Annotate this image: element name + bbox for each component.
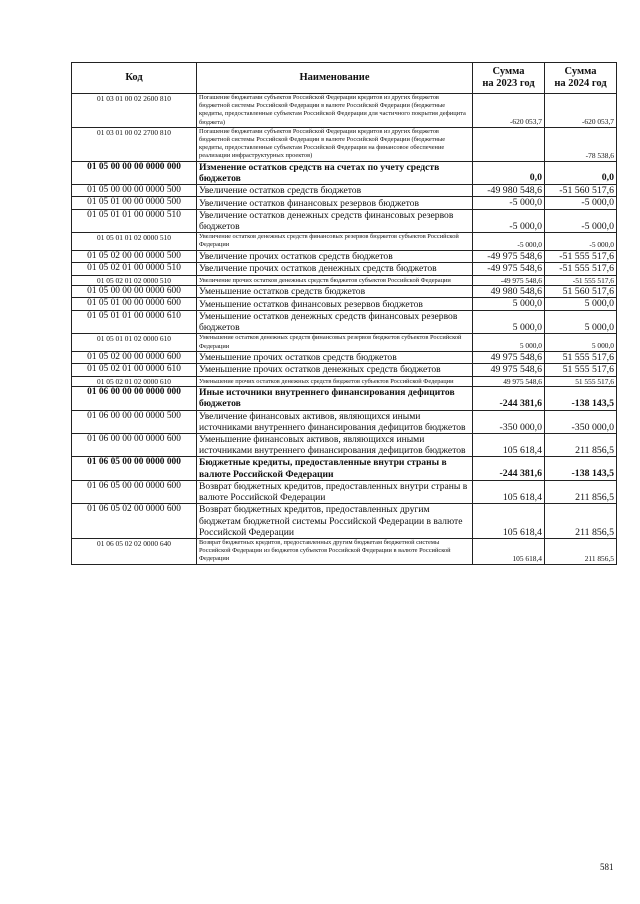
row-sum-2024: -78 538,6 — [545, 127, 617, 161]
row-name: Увеличение прочих остатков средств бюджетов — [197, 250, 473, 262]
row-sum-2023: 49 975 548,6 — [473, 376, 545, 386]
row-sum-2024: -51 555 517,6 — [545, 250, 617, 262]
header-sum-2024-line1: Сумма — [564, 65, 597, 77]
row-code: 01 06 00 00 00 0000 500 — [72, 410, 197, 433]
table-row — [72, 275, 617, 285]
row-name: Увеличение остатков денежных средств финансовых резервов бюджетов — [197, 209, 473, 232]
row-sum-2024: -51 555 517,6 — [545, 275, 617, 285]
row-sum-2024: 51 555 517,6 — [545, 364, 617, 376]
header-name: Наименование — [197, 63, 473, 94]
row-name: Бюджетные кредиты, предоставленные внутри страны в валюте Российской Федерации — [197, 457, 473, 480]
row-code: 01 05 02 01 00 0000 610 — [72, 364, 197, 376]
header-sum-2024 — [545, 63, 617, 94]
row-sum-2024: 211 856,5 — [545, 538, 617, 564]
row-code: 01 05 01 01 00 0000 610 — [72, 310, 197, 333]
row-code: 01 05 02 01 02 0000 510 — [72, 275, 197, 285]
table-row — [72, 538, 617, 564]
row-name: Погашение бюджетами субъектов Российской Федерации кредитов из других бюджетов бюджетной системы Российской Федерации в валюте Российской Федерации (бюджетные кредиты, предоставленные субъектам Российской Федерации для частичного покрытия дефицита бюджета) — [197, 94, 473, 128]
row-sum-2024: -138 143,5 — [545, 457, 617, 480]
row-sum-2023: 49 975 548,6 — [473, 364, 545, 376]
table-row — [72, 263, 617, 275]
row-name: Увеличение прочих остатков денежных средств бюджетов — [197, 263, 473, 275]
row-name: Уменьшение остатков средств бюджетов — [197, 286, 473, 298]
row-name: Уменьшение остатков финансовых резервов бюджетов — [197, 298, 473, 310]
table-row — [72, 286, 617, 298]
row-sum-2023: 5 000,0 — [473, 310, 545, 333]
row-code: 01 05 00 00 00 0000 600 — [72, 286, 197, 298]
header-sum-2023 — [473, 63, 545, 94]
row-sum-2023: 5 000,0 — [473, 334, 545, 351]
header-sum-2023-line1: Сумма — [492, 65, 525, 77]
table-row — [72, 298, 617, 310]
row-sum-2023: -350 000,0 — [473, 410, 545, 433]
table-header-row — [72, 63, 617, 94]
row-sum-2023: 105 618,4 — [473, 480, 545, 503]
row-sum-2024: 211 856,5 — [545, 434, 617, 457]
page-number: 581 — [600, 862, 614, 872]
row-name: Увеличение финансовых активов, являющихся иными источниками внутреннего финансирования дефицитов бюджетов — [197, 410, 473, 433]
table-body — [72, 94, 617, 565]
row-sum-2024: 211 856,5 — [545, 480, 617, 503]
row-sum-2023: -49 975 548,6 — [473, 275, 545, 285]
table-row — [72, 310, 617, 333]
row-sum-2024: 5 000,0 — [545, 310, 617, 333]
row-sum-2023: -244 381,6 — [473, 457, 545, 480]
row-name: Возврат бюджетных кредитов, предоставленных внутри страны в валюте Российской Федерации — [197, 480, 473, 503]
row-code: 01 03 01 00 02 2600 810 — [72, 94, 197, 128]
row-sum-2023: 105 618,4 — [473, 434, 545, 457]
row-code: 01 06 05 00 00 0000 600 — [72, 480, 197, 503]
table-row — [72, 184, 617, 196]
row-code: 01 05 00 00 00 0000 500 — [72, 184, 197, 196]
table-row — [72, 334, 617, 351]
header-sum-2024-line2: на 2024 год — [554, 78, 607, 89]
header-sum-2023-line2: на 2023 год — [482, 78, 535, 89]
row-sum-2023: 5 000,0 — [473, 298, 545, 310]
row-code: 01 03 01 00 02 2700 810 — [72, 127, 197, 161]
row-code: 01 06 05 02 00 0000 600 — [72, 504, 197, 539]
row-sum-2024: 0,0 — [545, 161, 617, 184]
row-code: 01 05 02 01 00 0000 510 — [72, 263, 197, 275]
table-row — [72, 387, 617, 410]
row-code: 01 05 01 00 00 0000 500 — [72, 197, 197, 209]
row-code: 01 05 02 00 00 0000 500 — [72, 250, 197, 262]
row-sum-2023: -49 975 548,6 — [473, 263, 545, 275]
table-row — [72, 250, 617, 262]
row-name: Увеличение остатков денежных средств финансовых резервов бюджетов субъектов Российской Федерации — [197, 233, 473, 250]
table-row — [72, 233, 617, 250]
row-sum-2024: -5 000,0 — [545, 197, 617, 209]
row-name: Увеличение прочих остатков денежных средств бюджетов субъектов Российской Федерации — [197, 275, 473, 285]
row-code: 01 06 05 00 00 0000 000 — [72, 457, 197, 480]
row-sum-2023: -5 000,0 — [473, 209, 545, 232]
row-sum-2023: -5 000,0 — [473, 233, 545, 250]
row-sum-2024: 5 000,0 — [545, 298, 617, 310]
row-code: 01 05 01 00 00 0000 600 — [72, 298, 197, 310]
table-row — [72, 364, 617, 376]
row-sum-2024: 5 000,0 — [545, 334, 617, 351]
row-code: 01 05 02 00 00 0000 600 — [72, 351, 197, 363]
row-name: Погашение бюджетами субъектов Российской Федерации кредитов из других бюджетов бюджетной системы Российской Федерации в валюте Российской Федерации (бюджетные кредиты, предоставленные субъектам Российской Федерации на финансовое обеспечение реализации инфраструктурных проектов) — [197, 127, 473, 161]
row-sum-2023: -49 975 548,6 — [473, 250, 545, 262]
table-row — [72, 197, 617, 209]
table-row — [72, 127, 617, 161]
row-sum-2023 — [473, 127, 545, 161]
row-name: Возврат бюджетных кредитов, предоставленных другим бюджетам бюджетной системы Российской Федерации в валюте Российской Федерации — [197, 504, 473, 539]
row-sum-2024: 211 856,5 — [545, 504, 617, 539]
row-code: 01 05 00 00 00 0000 000 — [72, 161, 197, 184]
table-row — [72, 480, 617, 503]
row-sum-2023: 49 980 548,6 — [473, 286, 545, 298]
row-code: 01 05 01 01 02 0000 610 — [72, 334, 197, 351]
row-code: 01 06 00 00 00 0000 600 — [72, 434, 197, 457]
row-sum-2024: -5 000,0 — [545, 233, 617, 250]
row-sum-2024: -138 143,5 — [545, 387, 617, 410]
row-sum-2024: -5 000,0 — [545, 209, 617, 232]
row-name: Уменьшение остатков денежных средств финансовых резервов бюджетов — [197, 310, 473, 333]
row-sum-2024: -51 560 517,6 — [545, 184, 617, 196]
row-sum-2024: 51 555 517,6 — [545, 351, 617, 363]
row-sum-2023: -49 980 548,6 — [473, 184, 545, 196]
row-sum-2023: 105 618,4 — [473, 504, 545, 539]
row-code: 01 06 00 00 00 0000 000 — [72, 387, 197, 410]
table-row — [72, 94, 617, 128]
row-name: Уменьшение остатков денежных средств финансовых резервов бюджетов субъектов Российской Федерации — [197, 334, 473, 351]
table-row — [72, 209, 617, 232]
row-sum-2024: -350 000,0 — [545, 410, 617, 433]
row-code: 01 06 05 02 02 0000 640 — [72, 538, 197, 564]
table-row — [72, 410, 617, 433]
row-code: 01 05 01 01 02 0000 510 — [72, 233, 197, 250]
row-name: Уменьшение прочих остатков денежных средств бюджетов субъектов Российской Федерации — [197, 376, 473, 386]
row-sum-2024: 51 560 517,6 — [545, 286, 617, 298]
row-sum-2024: 51 555 517,6 — [545, 376, 617, 386]
row-name: Возврат бюджетных кредитов, предоставленных другим бюджетам бюджетной системы Российской Федерации из бюджетов субъектов Российской Федерации в валюте Российской Федерации — [197, 538, 473, 564]
header-code: Код — [72, 63, 197, 94]
row-code: 01 05 01 01 00 0000 510 — [72, 209, 197, 232]
row-sum-2024: -51 555 517,6 — [545, 263, 617, 275]
row-sum-2023: 0,0 — [473, 161, 545, 184]
row-name: Увеличение остатков финансовых резервов бюджетов — [197, 197, 473, 209]
row-name: Изменение остатков средств на счетах по учету средств бюджетов — [197, 161, 473, 184]
table-row — [72, 434, 617, 457]
row-sum-2023: -5 000,0 — [473, 197, 545, 209]
table-row — [72, 504, 617, 539]
table-row — [72, 457, 617, 480]
row-name: Уменьшение финансовых активов, являющихся иными источниками внутреннего финансирования дефицитов бюджетов — [197, 434, 473, 457]
row-name: Уменьшение прочих остатков денежных средств бюджетов — [197, 364, 473, 376]
row-sum-2023: 49 975 548,6 — [473, 351, 545, 363]
row-sum-2023: 105 618,4 — [473, 538, 545, 564]
row-name: Иные источники внутреннего финансирования дефицитов бюджетов — [197, 387, 473, 410]
table-row — [72, 376, 617, 386]
row-sum-2024: -620 053,7 — [545, 94, 617, 128]
table-row — [72, 161, 617, 184]
row-sum-2023: -620 053,7 — [473, 94, 545, 128]
table-row — [72, 351, 617, 363]
row-code: 01 05 02 01 02 0000 610 — [72, 376, 197, 386]
budget-sources-table — [71, 62, 617, 565]
row-name: Уменьшение прочих остатков средств бюджетов — [197, 351, 473, 363]
row-name: Увеличение остатков средств бюджетов — [197, 184, 473, 196]
row-sum-2023: -244 381,6 — [473, 387, 545, 410]
